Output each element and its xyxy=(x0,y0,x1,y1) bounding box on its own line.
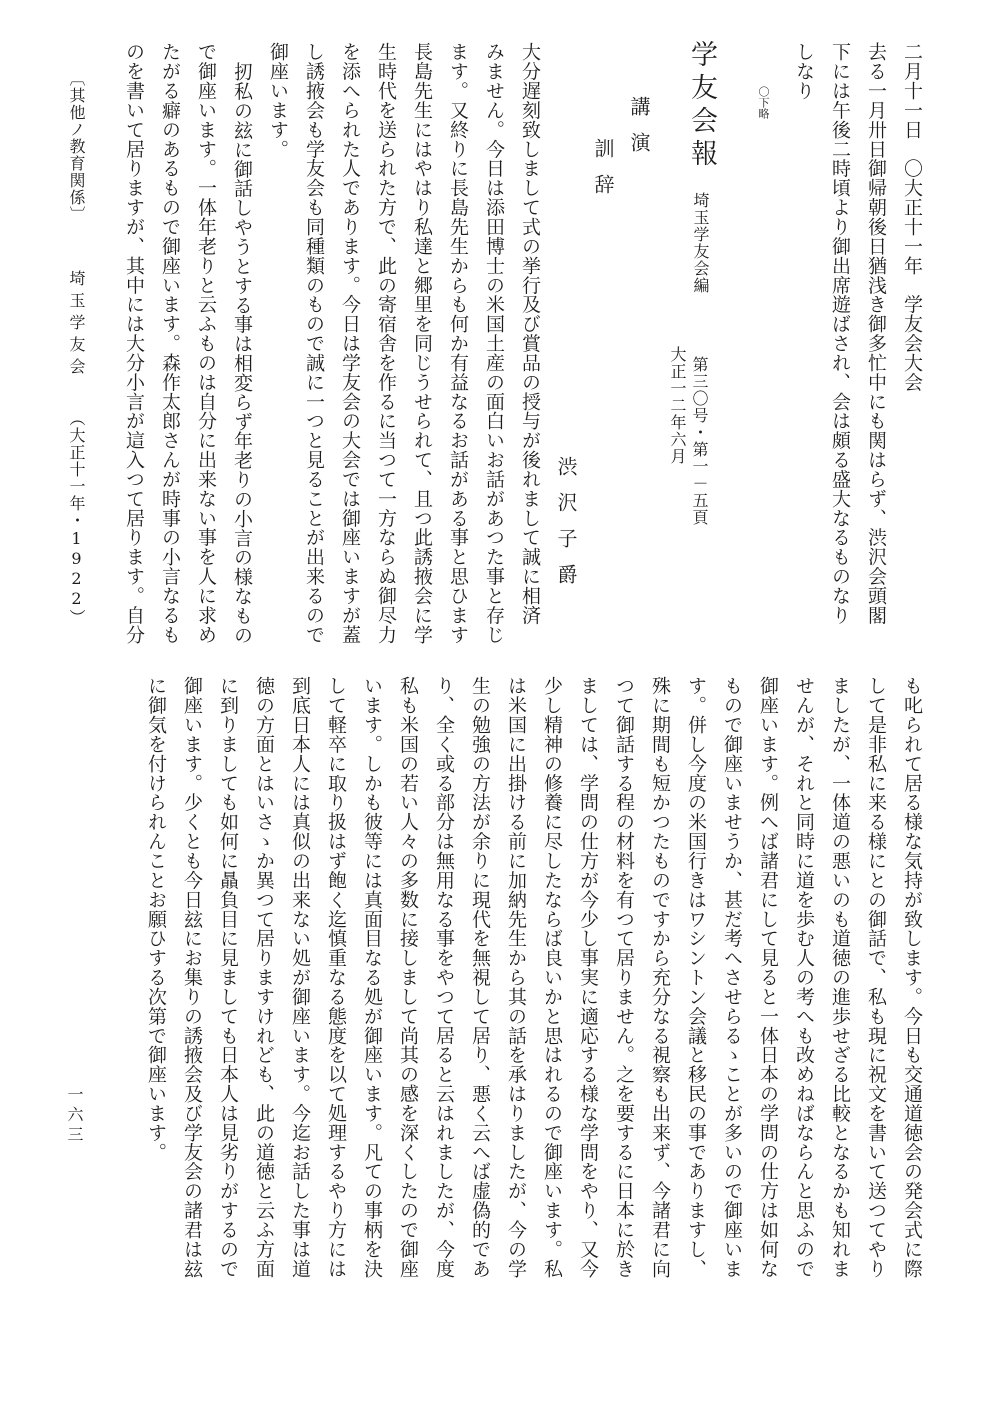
page-number: 一六三 xyxy=(65,1086,84,1146)
upper-line-12: のを書いて居りますが、其中には大分小言が這入つて居ります。自分 xyxy=(123,42,145,645)
section-lecture: 講演 xyxy=(627,96,651,168)
lower-line-2: して是非私に来る様にとの御話で、私も現に祝文を書いて送つてやり xyxy=(865,676,887,1279)
lower-line-18: 到底日本人には真似の出来ない処が御座います。今迄お話した事は道 xyxy=(289,676,311,1279)
source-editor: 埼玉学友会編 xyxy=(691,192,710,294)
footer-category: 〔其他ノ教育関係〕 xyxy=(67,70,86,223)
report-line-1: 去る一月卅日御帰朝後日猶浅き御多忙中にも関はらず、渋沢会頭閣 xyxy=(865,42,887,625)
upper-line-8: 御座います。 xyxy=(267,42,289,159)
lower-line-11: 少し精神の修養に尽したならば良いかと思はれるので御座います。私 xyxy=(541,676,563,1279)
source-title: 学友会報 xyxy=(686,40,717,172)
footer-year: （大正十一年・1922） xyxy=(67,410,86,626)
upper-line-11: たがる癖のあるもので御座います。森作太郎さんが時事の小言なるも xyxy=(159,42,181,645)
lower-line-4: せんが、それと同時に道を歩む人の考へも改めねばならんと思ふので xyxy=(793,676,815,1279)
upper-line-3: ます。又終りに長島先生からも何か有益なるお話がある事と思ひます xyxy=(447,42,469,645)
lower-line-10: ましては、学問の仕方が今少し事実に適応する様な学問をやり、又今 xyxy=(577,676,599,1279)
lower-line-20: に到りましても如何に贔負目に見ましても日本人は見劣りがするので xyxy=(217,676,239,1279)
lower-line-9: つて御話する程の材料を有つて居りません。之を要するに日本に於き xyxy=(613,676,635,1279)
lower-line-22: に御気を付けられんことお願ひする次第で御座います。 xyxy=(145,676,167,1162)
speaker-name: 渋沢子爵 xyxy=(554,456,578,600)
section-instruction: 訓辞 xyxy=(591,138,615,210)
lower-line-5: 御座います。例へば諸君にして見ると一体日本の学問の仕方は如何な xyxy=(757,676,779,1279)
lower-line-16: います。しかも彼等には真面目なる処が御座います。凡ての事柄を決 xyxy=(361,676,383,1279)
report-line-2: 下には午後二時頃より御出席遊ばされ、会は頗る盛大なるものなり xyxy=(829,42,851,625)
upper-line-2: みません。今日は添田博士の米国土産の面白いお話があつた事と存じ xyxy=(483,42,505,645)
upper-line-6: を添へられた人であります。今日は学友会の大会では御座いますが蓋 xyxy=(339,42,361,645)
lower-line-12: は米国に出掛ける前に加納先生から其の話を承はりましたが、今の学 xyxy=(505,676,527,1279)
date-line: 二月十一日 〇大正十一年 学友会大会 xyxy=(901,42,923,392)
upper-line-7: し誘掖会も学友会も同種類のもので誠に一つと見ることが出来るので xyxy=(303,42,325,645)
lower-line-19: 徳の方面とはいさゝか異つて居りますけれども、此の道徳と云ふ方面 xyxy=(253,676,275,1279)
upper-line-9: 扨私の玆に御話しやうとする事は相変らず年老りの小言の様なもの xyxy=(231,62,253,645)
lower-line-17: して軽卒に取り扱はず飽く迄慎重なる態度を以て処理するやり方には xyxy=(325,676,347,1279)
report-line-3: しなり xyxy=(793,42,815,101)
lower-line-14: り、全く或る部分は無用なる事をやつて居ると云はれましたが、今度 xyxy=(433,676,455,1279)
omission-note: 〇下略 xyxy=(757,86,770,119)
lower-line-13: 生の勉強の方法が余りに現代を無視して居り、悪く云へば虚偽的であ xyxy=(469,676,491,1279)
lower-line-15: 私も米国の若い人々の多数に接しまして尚其の感を深くしたので御座 xyxy=(397,676,419,1279)
lower-line-8: 殊に期間も短かつたものですから充分なる視察も出来ず、今諸君に向 xyxy=(649,676,671,1279)
lower-line-21: 御座います。少くとも今日玆にお集りの誘掖会及び学友会の諸君は玆 xyxy=(181,676,203,1279)
upper-line-4: 長島先生にはやはり私達と郷里を同じうせられて、且つ此誘掖会に学 xyxy=(411,42,433,645)
upper-line-1: 大分遅刻致しまして式の挙行及び賞品の授与が後れまして誠に相済 xyxy=(519,42,541,625)
footer-org: 埼玉学友会 xyxy=(67,270,86,380)
lower-line-3: ましたが、一体道の悪いのも道徳の進歩せざる比較となるかも知れま xyxy=(829,676,851,1279)
issue-line-1: 第三〇号・第一－五頁 xyxy=(690,356,709,526)
lower-line-6: もので御座いませうか、甚だ考へさせらるゝことが多いので御座いま xyxy=(721,676,743,1279)
issue-line-2: 大正一二年六月 xyxy=(668,346,687,465)
lower-line-1: も叱られて居る様な気持が致します。今日も交通道徳会の発会式に際 xyxy=(901,676,923,1279)
lower-line-7: す。併し今度の米国行きはワシントン会議と移民の事でありますし、 xyxy=(685,676,707,1279)
upper-line-10: で御座います。一体年老りと云ふものは自分に出来ない事を人に求め xyxy=(195,42,217,645)
upper-line-5: 生時代を送られた方で、此の寄宿舎を作るに当つて一方ならぬ御尽力 xyxy=(375,42,397,645)
